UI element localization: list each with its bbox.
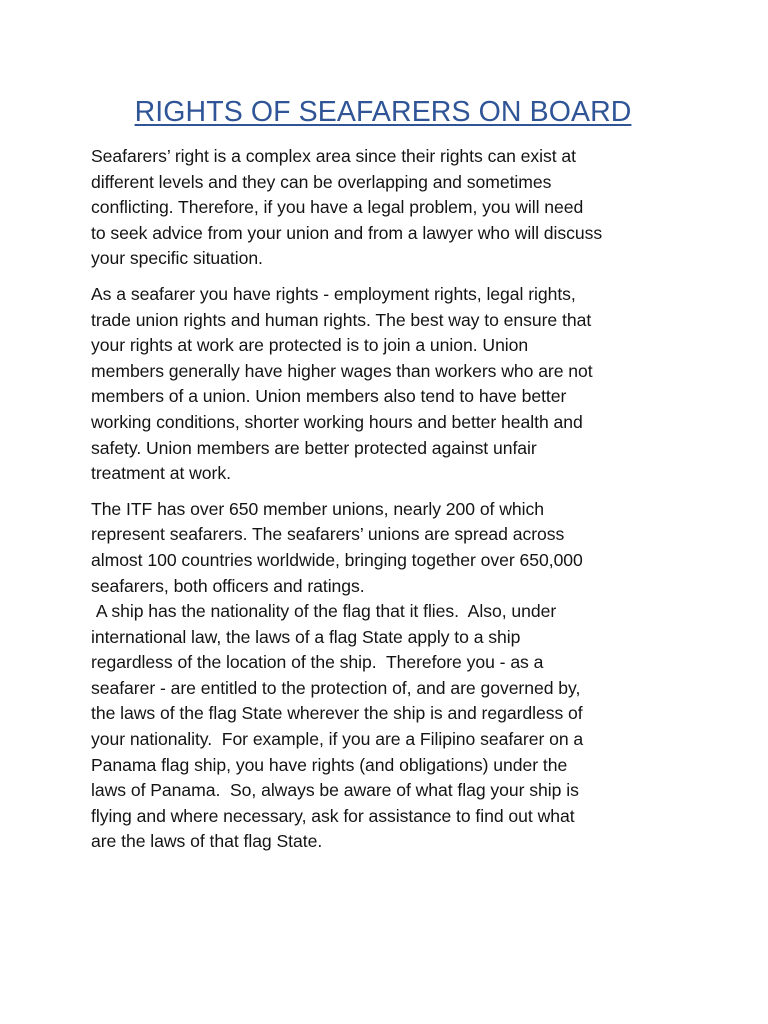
paragraph-flag-state: A ship has the nationality of the flag that it flies. Also, under international law, the laws of a flag State apply to a ship regardless of the location of the ship. Therefore you - as a seafarer - are entitled to the protection of, and are governed by, the laws of the flag State wherever the ship is and regardless of your nationality. For example, if you are a Filipino seafarer on a Panama flag ship, you have rights (and obligations) under the laws of Panama. So, always be aware of what flag your ship is flying and where necessary, ask for assistance to find out what are the laws of that flag State. (91, 601, 584, 852)
page-title: RIGHTS OF SEAFARERS ON BOARD (134, 96, 632, 128)
paragraph-seafarer-rights: As a seafarer you have rights - employment rights, legal rights, trade union rights and human rights. The best way to ensure that your rights at work are protected is to join a union. Union members generally have higher wages than workers who are not members of a union. Union members also tend to have better working conditions, shorter working hours and better health and safety. Union members are better protected against unfair treatment at work. (91, 283, 593, 484)
paragraph-seafarers-right: Seafarers’ right is a complex area since their rights can exist at different levels and they can be overlapping and sometimes conflicting. Therefore, if you have a legal problem, you will need to seek advice from your union and from a lawyer who will discuss your specific situation. (91, 146, 603, 269)
paragraph-itf-unions: The ITF has over 650 member unions, nearly 200 of which represent seafarers. The seafarers’ unions are spread across almost 100 countries worldwide, bringing together over 650,000 seafarers, both officers and ratings. (91, 498, 583, 596)
